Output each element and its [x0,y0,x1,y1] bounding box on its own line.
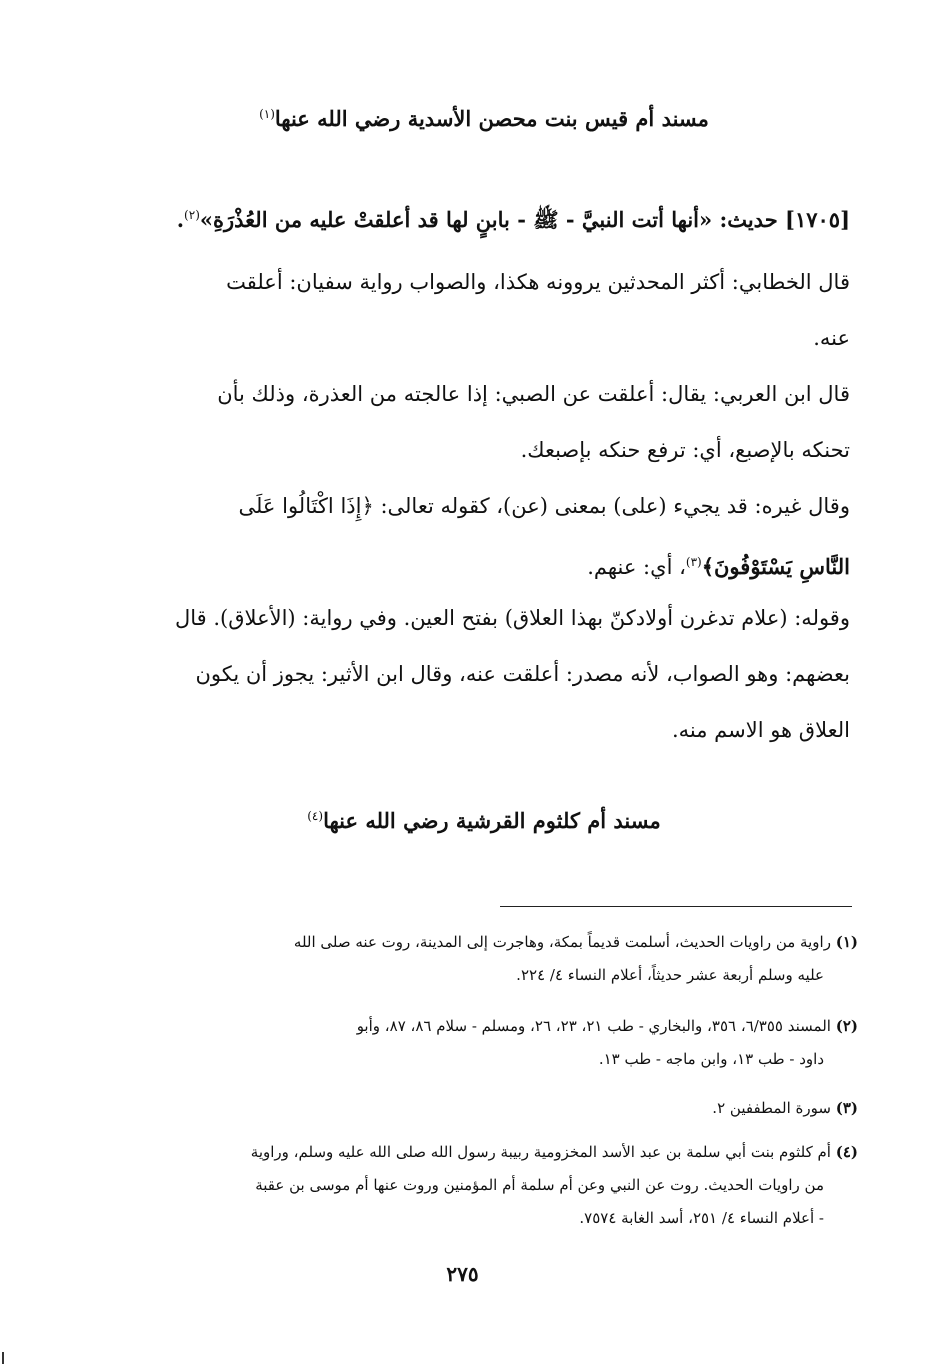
footnote-text: أم كلثوم بنت أبي سلمة بن عبد الأسد المخزومية ربيبة رسول الله صلى الله عليه وسلم، وراوية [250,1143,831,1161]
footnote-text: المسند ٦/٣٥٥، ٣٥٦، والبخاري - طب ٢١، ٢٣، ٢٦، ومسلم - سلام ٨٦، ٨٧، وأبو [356,1017,831,1035]
heading-title: مسند أم قيس بنت محصن الأسدية رضي الله عنها [274,106,709,131]
footnote-4 [118,1136,858,1235]
footnote-ref: (١) [259,107,275,121]
footnote-text: راوية من راويات الحديث، أسلمت قديماً بمكة، وهاجرت إلى المدينة، روت عنه صلى الله [293,933,831,951]
text-fragment: ، أي: عنهم. [587,555,686,579]
text-line: عنه. [813,326,850,350]
page-number: ٢٧٥ [446,1262,479,1286]
text-line: وقال غيره: قد يجيء (على) بمعنى (عن)، كقوله تعالى: ﴿إِذَا اكْتَالُوا عَلَى [238,494,850,518]
text-line: تحنكه بالإصبع، أي: ترفع حنكه بإصبعك. [520,438,850,462]
footnote-ref: (٢) [184,208,200,222]
paragraph-others [118,478,850,595]
section-heading-umm-qays [118,106,850,131]
footnote-ref: (٤) [307,809,324,823]
footnote-2 [118,1010,858,1076]
hadith-entry [118,190,850,245]
footnote-mark: (١) [835,933,858,951]
paragraph-ibn-arabi [118,366,850,478]
text-line: بعضهم: وهو الصواب، لأنه مصدر: أعلقت عنه، وقال ابن الأثير: يجوز أن يكون [195,662,850,686]
scan-edge-mark [2,1352,4,1364]
quran-verse: النَّاسِ يَسْتَوْفُونَ﴾ [701,554,850,579]
hadith-end: . [176,207,185,232]
footnote-mark: (٤) [835,1143,858,1161]
footnote-separator [500,906,852,907]
footnote-ref: (٣) [685,555,702,569]
paragraph-qawluhu [118,590,850,758]
text-line: العلاق هو الاسم منه. [671,718,850,742]
text-line: قال الخطابي: أكثر المحدثين يروونه هكذا، والصواب رواية سفيان: أعلقت [226,270,850,294]
heading-title: مسند أم كلثوم القرشية رضي الله عنها [323,808,661,833]
footnote-text: عليه وسلم أربعة عشر حديثاً، أعلام النساء ٤/ ٢٢٤. [516,966,824,984]
footnote-mark: (٣) [835,1099,858,1117]
text-line: وقوله: (علام تدغرن أولادكنّ بهذا العلاق) بفتح العين. وفي رواية: (الأعلاق). قال [175,606,850,630]
footnote-text: سورة المطففين ٢. [712,1099,831,1117]
hadith-number: [١٧٠٥] [785,207,850,232]
footnote-text: داود - طب ١٣، وابن ماجه - طب ١٣. [598,1050,824,1068]
footnote-1 [118,926,858,992]
hadith-text: حديث: «أنها أتت النبيَّ - ﷺ - بابنٍ لها قد أعلقتْ عليه من العُذْرَةِ» [199,207,778,232]
text-line: قال ابن العربي: يقال: أعلقت عن الصبي: إذا عالجته من العذرة، وذلك بأن [217,382,850,406]
footnote-3 [118,1092,858,1125]
footnote-text: من راويات الحديث. روت عن النبي وعن أم سلمة أم المؤمنين وروت عنها أم موسى بن عقبة [255,1176,824,1194]
footnote-text: - أعلام النساء ٤/ ٢٥١، أسد الغابة ٧٥٧٤. [579,1209,824,1227]
paragraph-khattabi [118,254,850,366]
footnote-mark: (٢) [835,1017,858,1035]
section-heading-umm-kulthum [118,808,850,833]
